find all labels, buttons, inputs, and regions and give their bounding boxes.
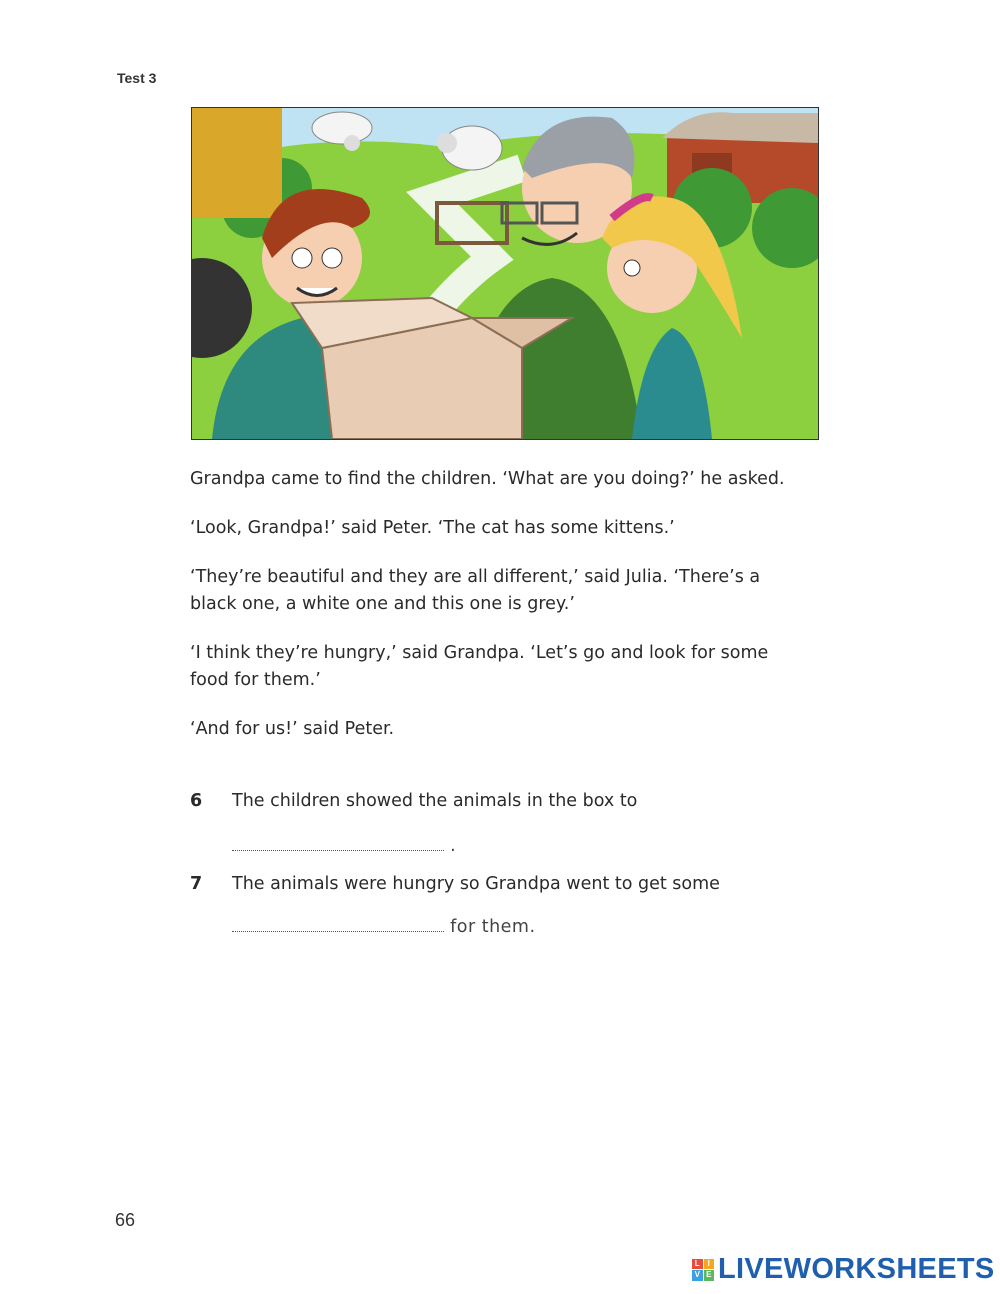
answer-suffix: . xyxy=(450,836,457,856)
question-number: 6 xyxy=(190,791,203,811)
story-text xyxy=(190,466,810,765)
test-label: Test 3 xyxy=(117,70,157,86)
question-text: The children showed the animals in the box to xyxy=(232,791,638,811)
story-paragraph-5: ‘And for us!’ said Peter. xyxy=(190,719,395,739)
story-paragraph-1: Grandpa came to find the children. ‘What are you doing?’ he asked. xyxy=(190,469,785,489)
farm-scene-illustration xyxy=(191,107,819,440)
brand-text: LIVEWORKSHEETS xyxy=(718,1253,995,1285)
answer-line xyxy=(232,832,456,860)
liveworksheets-brand[interactable] xyxy=(692,1253,995,1286)
answer-line xyxy=(232,913,536,941)
page-number: 66 xyxy=(115,1210,136,1230)
answer-suffix: for them. xyxy=(450,917,536,937)
story-paragraph-2: ‘Look, Grandpa!’ said Peter. ‘The cat has some kittens.’ xyxy=(190,518,675,538)
answer-blank-6[interactable] xyxy=(232,832,444,851)
liveworksheets-logo-icon: L I V E xyxy=(692,1259,714,1281)
story-paragraph-3: ‘They’re beautiful and they are all different,’ said Julia. ‘There’s a black one, a white one and this one is grey.’ xyxy=(190,567,761,614)
answer-blank-7[interactable] xyxy=(232,913,444,932)
question-text: The animals were hungry so Grandpa went to get some xyxy=(232,874,720,894)
story-paragraph-4: ‘I think they’re hungry,’ said Grandpa. ‘Let’s go and look for some food for them.’ xyxy=(190,643,769,690)
question-number: 7 xyxy=(190,874,203,894)
